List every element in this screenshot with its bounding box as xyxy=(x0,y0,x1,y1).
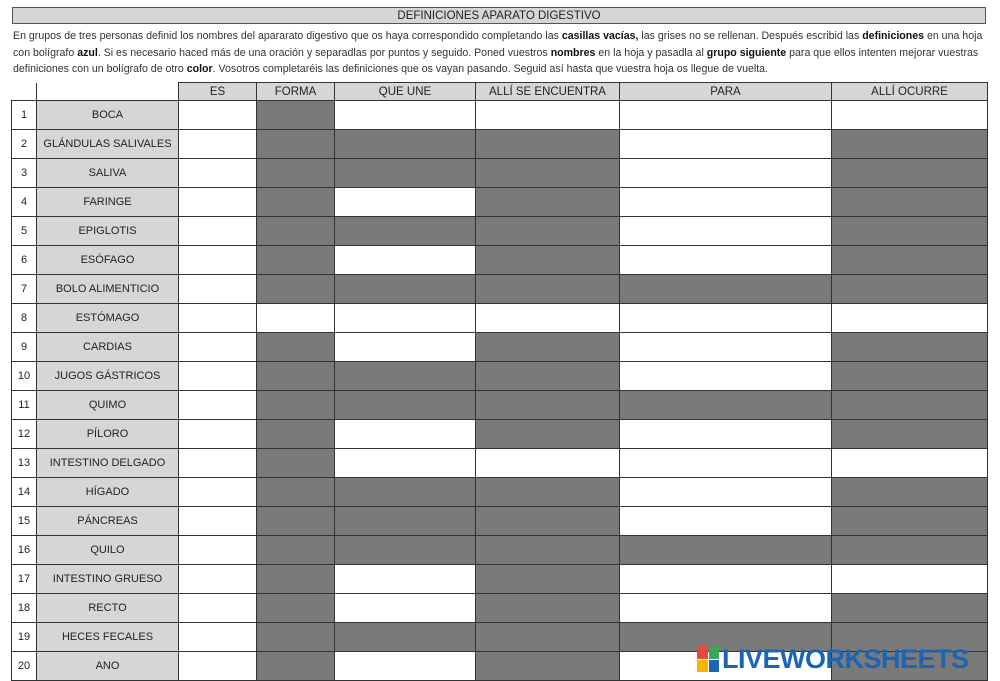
answer-input[interactable] xyxy=(335,246,475,274)
disabled-cell xyxy=(335,623,476,652)
column-header: QUE UNE xyxy=(335,83,476,101)
term-name: QUIMO xyxy=(37,391,179,420)
disabled-cell xyxy=(832,130,988,159)
table-row xyxy=(12,246,988,275)
answer-input[interactable] xyxy=(335,594,475,622)
row-number: 2 xyxy=(12,130,37,159)
logo-tile xyxy=(709,660,720,673)
disabled-cell xyxy=(832,275,988,304)
answer-input[interactable] xyxy=(335,101,475,129)
term-name: JUGOS GÁSTRICOS xyxy=(37,362,179,391)
term-name: GLÁNDULAS SALIVALES xyxy=(37,130,179,159)
instruction-segment: en la hoja y pasadla al xyxy=(595,46,707,59)
answer-input[interactable] xyxy=(179,420,256,448)
table-row xyxy=(12,420,988,449)
logo-tile xyxy=(697,646,708,659)
disabled-cell xyxy=(335,217,476,246)
answer-cell xyxy=(620,101,832,130)
row-number: 11 xyxy=(12,391,37,420)
row-number: 10 xyxy=(12,362,37,391)
table-row xyxy=(12,159,988,188)
term-name: ANO xyxy=(37,652,179,681)
row-number: 12 xyxy=(12,420,37,449)
answer-input[interactable] xyxy=(620,101,831,129)
disabled-cell xyxy=(335,159,476,188)
answer-cell xyxy=(832,101,988,130)
disabled-cell xyxy=(832,478,988,507)
answer-input[interactable] xyxy=(179,304,256,332)
term-name: QUILO xyxy=(37,536,179,565)
answer-input[interactable] xyxy=(335,652,475,680)
answer-cell xyxy=(179,420,257,449)
disabled-cell xyxy=(257,246,335,275)
disabled-cell xyxy=(832,188,988,217)
disabled-cell xyxy=(620,536,832,565)
disabled-cell xyxy=(257,362,335,391)
liveworksheets-logo-icon xyxy=(697,646,719,672)
answer-cell xyxy=(476,304,620,333)
table-row xyxy=(12,594,988,623)
table-row xyxy=(12,391,988,420)
disabled-cell xyxy=(257,391,335,420)
answer-cell xyxy=(179,362,257,391)
answer-cell xyxy=(335,304,476,333)
answer-cell xyxy=(832,565,988,594)
answer-cell xyxy=(620,449,832,478)
instruction-segment: grupo siguiente xyxy=(706,46,787,59)
answer-cell xyxy=(179,217,257,246)
disabled-cell xyxy=(257,623,335,652)
answer-cell xyxy=(620,304,832,333)
answer-cell xyxy=(335,652,476,681)
answer-cell xyxy=(179,565,257,594)
answer-input[interactable] xyxy=(179,159,256,187)
column-header: ES xyxy=(179,83,257,101)
disabled-cell xyxy=(832,246,988,275)
answer-cell xyxy=(832,449,988,478)
table-header-row xyxy=(12,83,988,101)
answer-cell xyxy=(179,101,257,130)
answer-input[interactable] xyxy=(179,565,256,593)
disabled-cell xyxy=(257,652,335,681)
answer-cell xyxy=(179,275,257,304)
row-number: 6 xyxy=(12,246,37,275)
table-row xyxy=(12,130,988,159)
disabled-cell xyxy=(832,159,988,188)
answer-input[interactable] xyxy=(179,246,256,274)
answer-input[interactable] xyxy=(179,217,256,245)
disabled-cell xyxy=(832,507,988,536)
disabled-cell xyxy=(476,536,620,565)
answer-cell xyxy=(620,565,832,594)
table-row xyxy=(12,188,988,217)
answer-cell xyxy=(620,159,832,188)
term-name: ESÓFAGO xyxy=(37,246,179,275)
term-name: BOLO ALIMENTICIO xyxy=(37,275,179,304)
answer-input[interactable] xyxy=(476,449,619,477)
table-row xyxy=(12,101,988,130)
answer-cell xyxy=(620,246,832,275)
table-row xyxy=(12,333,988,362)
answer-cell xyxy=(335,449,476,478)
answer-cell xyxy=(179,159,257,188)
disabled-cell xyxy=(257,217,335,246)
answer-cell xyxy=(335,101,476,130)
disabled-cell xyxy=(257,275,335,304)
row-number: 9 xyxy=(12,333,37,362)
disabled-cell xyxy=(335,130,476,159)
answer-cell xyxy=(179,536,257,565)
disabled-cell xyxy=(257,449,335,478)
term-name: ESTÓMAGO xyxy=(37,304,179,333)
column-header: FORMA xyxy=(257,83,335,101)
answer-input[interactable] xyxy=(179,449,256,477)
answer-input[interactable] xyxy=(335,304,475,332)
answer-cell xyxy=(620,217,832,246)
answer-input[interactable] xyxy=(179,101,256,129)
row-number: 5 xyxy=(12,217,37,246)
answer-input[interactable] xyxy=(335,188,475,216)
disabled-cell xyxy=(832,420,988,449)
disabled-cell xyxy=(257,159,335,188)
instruction-segment: . Vosotros completaréis las definiciones que os vayan pasando. Seguid así hasta que vuestra hoja os llegue de vuelta. xyxy=(212,63,769,75)
answer-cell xyxy=(476,101,620,130)
disabled-cell xyxy=(335,362,476,391)
answer-cell xyxy=(179,391,257,420)
table-row xyxy=(12,304,988,333)
disabled-cell xyxy=(476,594,620,623)
disabled-cell xyxy=(476,507,620,536)
instructions-text xyxy=(13,28,989,78)
liveworksheets-watermark xyxy=(697,645,969,673)
answer-input[interactable] xyxy=(179,536,256,564)
answer-cell xyxy=(335,188,476,217)
answer-cell xyxy=(179,130,257,159)
instruction-segment: para que ellos intenten mejorar vuestras definiciones con un bolígrafo de otro xyxy=(13,46,979,75)
answer-cell xyxy=(620,130,832,159)
logo-tile xyxy=(697,660,708,673)
disabled-cell xyxy=(476,391,620,420)
instruction-segment: las grises no se rellenan. Después escribid las xyxy=(638,30,863,42)
row-number: 15 xyxy=(12,507,37,536)
disabled-cell xyxy=(832,594,988,623)
table-row xyxy=(12,565,988,594)
disabled-cell xyxy=(257,594,335,623)
answer-cell xyxy=(620,333,832,362)
answer-cell xyxy=(179,507,257,536)
disabled-cell xyxy=(476,333,620,362)
row-number: 13 xyxy=(12,449,37,478)
disabled-cell xyxy=(335,478,476,507)
disabled-cell xyxy=(620,275,832,304)
answer-cell xyxy=(335,420,476,449)
header-spacer xyxy=(37,83,179,101)
term-name: INTESTINO GRUESO xyxy=(37,565,179,594)
disabled-cell xyxy=(257,333,335,362)
disabled-cell xyxy=(476,217,620,246)
term-name: PÍLORO xyxy=(37,420,179,449)
row-number: 3 xyxy=(12,159,37,188)
table-row xyxy=(12,507,988,536)
term-name: SALIVA xyxy=(37,159,179,188)
answer-input[interactable] xyxy=(832,449,987,477)
answer-cell xyxy=(179,304,257,333)
answer-input[interactable] xyxy=(620,130,831,158)
answer-input[interactable] xyxy=(620,362,831,390)
answer-input[interactable] xyxy=(620,449,831,477)
answer-cell xyxy=(335,594,476,623)
answer-cell xyxy=(179,478,257,507)
answer-cell xyxy=(335,246,476,275)
term-name: FARINGE xyxy=(37,188,179,217)
answer-cell xyxy=(620,420,832,449)
answer-input[interactable] xyxy=(179,594,256,622)
disabled-cell xyxy=(832,391,988,420)
instruction-segment: nombres xyxy=(550,46,596,59)
answer-input[interactable] xyxy=(476,101,619,129)
answer-input[interactable] xyxy=(620,565,831,593)
disabled-cell xyxy=(476,420,620,449)
instruction-segment: En grupos de tres personas definid los nombres del apararato digestivo que os haya correspondido completando las xyxy=(13,30,562,42)
row-number: 19 xyxy=(12,623,37,652)
answer-input[interactable] xyxy=(335,333,475,361)
answer-input[interactable] xyxy=(620,420,831,448)
disabled-cell xyxy=(832,217,988,246)
column-header: ALLÍ SE ENCUENTRA xyxy=(476,83,620,101)
row-number: 16 xyxy=(12,536,37,565)
disabled-cell xyxy=(476,130,620,159)
term-name: RECTO xyxy=(37,594,179,623)
answer-input[interactable] xyxy=(179,391,256,419)
disabled-cell xyxy=(257,101,335,130)
answer-cell xyxy=(179,652,257,681)
answer-cell xyxy=(620,188,832,217)
instruction-segment: azul xyxy=(77,46,98,59)
answer-cell xyxy=(620,594,832,623)
answer-input[interactable] xyxy=(620,246,831,274)
answer-input[interactable] xyxy=(257,304,334,332)
header-spacer xyxy=(12,83,37,101)
disabled-cell xyxy=(832,362,988,391)
answer-cell xyxy=(620,507,832,536)
disabled-cell xyxy=(335,507,476,536)
disabled-cell xyxy=(476,565,620,594)
row-number: 18 xyxy=(12,594,37,623)
answer-cell xyxy=(179,449,257,478)
row-number: 7 xyxy=(12,275,37,304)
disabled-cell xyxy=(257,188,335,217)
answer-cell xyxy=(620,362,832,391)
answer-cell xyxy=(832,304,988,333)
answer-input[interactable] xyxy=(476,304,619,332)
disabled-cell xyxy=(335,536,476,565)
worksheet-title: DEFINICIONES APARATO DIGESTIVO xyxy=(12,7,986,24)
term-name: HÍGADO xyxy=(37,478,179,507)
disabled-cell xyxy=(335,391,476,420)
watermark-text: LIVEWORKSHEETS xyxy=(722,643,969,674)
row-number: 1 xyxy=(12,101,37,130)
table-row xyxy=(12,478,988,507)
row-number: 14 xyxy=(12,478,37,507)
table-row xyxy=(12,275,988,304)
disabled-cell xyxy=(476,246,620,275)
answer-cell xyxy=(335,333,476,362)
answer-cell xyxy=(476,449,620,478)
disabled-cell xyxy=(476,362,620,391)
table-row xyxy=(12,217,988,246)
disabled-cell xyxy=(476,478,620,507)
instruction-segment: color xyxy=(186,63,213,75)
column-header: PARA xyxy=(620,83,832,101)
row-number: 20 xyxy=(12,652,37,681)
answer-input[interactable] xyxy=(620,217,831,245)
disabled-cell xyxy=(257,478,335,507)
answer-input[interactable] xyxy=(620,188,831,216)
row-number: 17 xyxy=(12,565,37,594)
table-row xyxy=(12,449,988,478)
answer-input[interactable] xyxy=(620,159,831,187)
answer-input[interactable] xyxy=(179,652,256,680)
disabled-cell xyxy=(257,565,335,594)
row-number: 8 xyxy=(12,304,37,333)
disabled-cell xyxy=(476,159,620,188)
term-name: HECES FECALES xyxy=(37,623,179,652)
term-name: PÁNCREAS xyxy=(37,507,179,536)
disabled-cell xyxy=(620,391,832,420)
row-number: 4 xyxy=(12,188,37,217)
answer-input[interactable] xyxy=(335,449,475,477)
answer-cell xyxy=(179,333,257,362)
term-name: CARDIAS xyxy=(37,333,179,362)
logo-tile xyxy=(709,646,720,659)
answer-input[interactable] xyxy=(832,565,987,593)
answer-input[interactable] xyxy=(620,507,831,535)
answer-input[interactable] xyxy=(832,304,987,332)
disabled-cell xyxy=(476,188,620,217)
definitions-table xyxy=(11,82,988,681)
term-name: EPIGLOTIS xyxy=(37,217,179,246)
disabled-cell xyxy=(476,275,620,304)
disabled-cell xyxy=(335,275,476,304)
answer-cell xyxy=(179,594,257,623)
disabled-cell xyxy=(476,623,620,652)
answer-input[interactable] xyxy=(179,130,256,158)
answer-input[interactable] xyxy=(179,623,256,651)
answer-input[interactable] xyxy=(179,478,256,506)
answer-cell xyxy=(257,304,335,333)
table-row xyxy=(12,362,988,391)
disabled-cell xyxy=(257,536,335,565)
answer-cell xyxy=(179,623,257,652)
disabled-cell xyxy=(257,507,335,536)
answer-input[interactable] xyxy=(179,362,256,390)
table-row xyxy=(12,536,988,565)
disabled-cell xyxy=(257,420,335,449)
answer-cell xyxy=(620,478,832,507)
instruction-segment: . Si es necesario haced más de una oración y separadlas por puntos y seguido. Poned vuestros xyxy=(97,46,551,59)
answer-cell xyxy=(335,565,476,594)
term-name: INTESTINO DELGADO xyxy=(37,449,179,478)
answer-input[interactable] xyxy=(179,188,256,216)
instruction-segment: definiciones xyxy=(862,30,925,42)
answer-input[interactable] xyxy=(179,507,256,535)
answer-input[interactable] xyxy=(832,101,987,129)
answer-input[interactable] xyxy=(620,594,831,622)
term-name: BOCA xyxy=(37,101,179,130)
instruction-segment: casillas vacías, xyxy=(561,30,639,42)
answer-input[interactable] xyxy=(620,304,831,332)
answer-cell xyxy=(179,246,257,275)
disabled-cell xyxy=(476,652,620,681)
column-header: ALLÍ OCURRE xyxy=(832,83,988,101)
answer-input[interactable] xyxy=(179,275,256,303)
answer-input[interactable] xyxy=(620,478,831,506)
instruction-segment: en una hoja con bolígrafo xyxy=(13,30,983,59)
answer-input[interactable] xyxy=(179,333,256,361)
answer-input[interactable] xyxy=(335,565,475,593)
disabled-cell xyxy=(832,536,988,565)
answer-cell xyxy=(179,188,257,217)
answer-input[interactable] xyxy=(335,420,475,448)
answer-input[interactable] xyxy=(620,333,831,361)
disabled-cell xyxy=(257,130,335,159)
disabled-cell xyxy=(832,333,988,362)
